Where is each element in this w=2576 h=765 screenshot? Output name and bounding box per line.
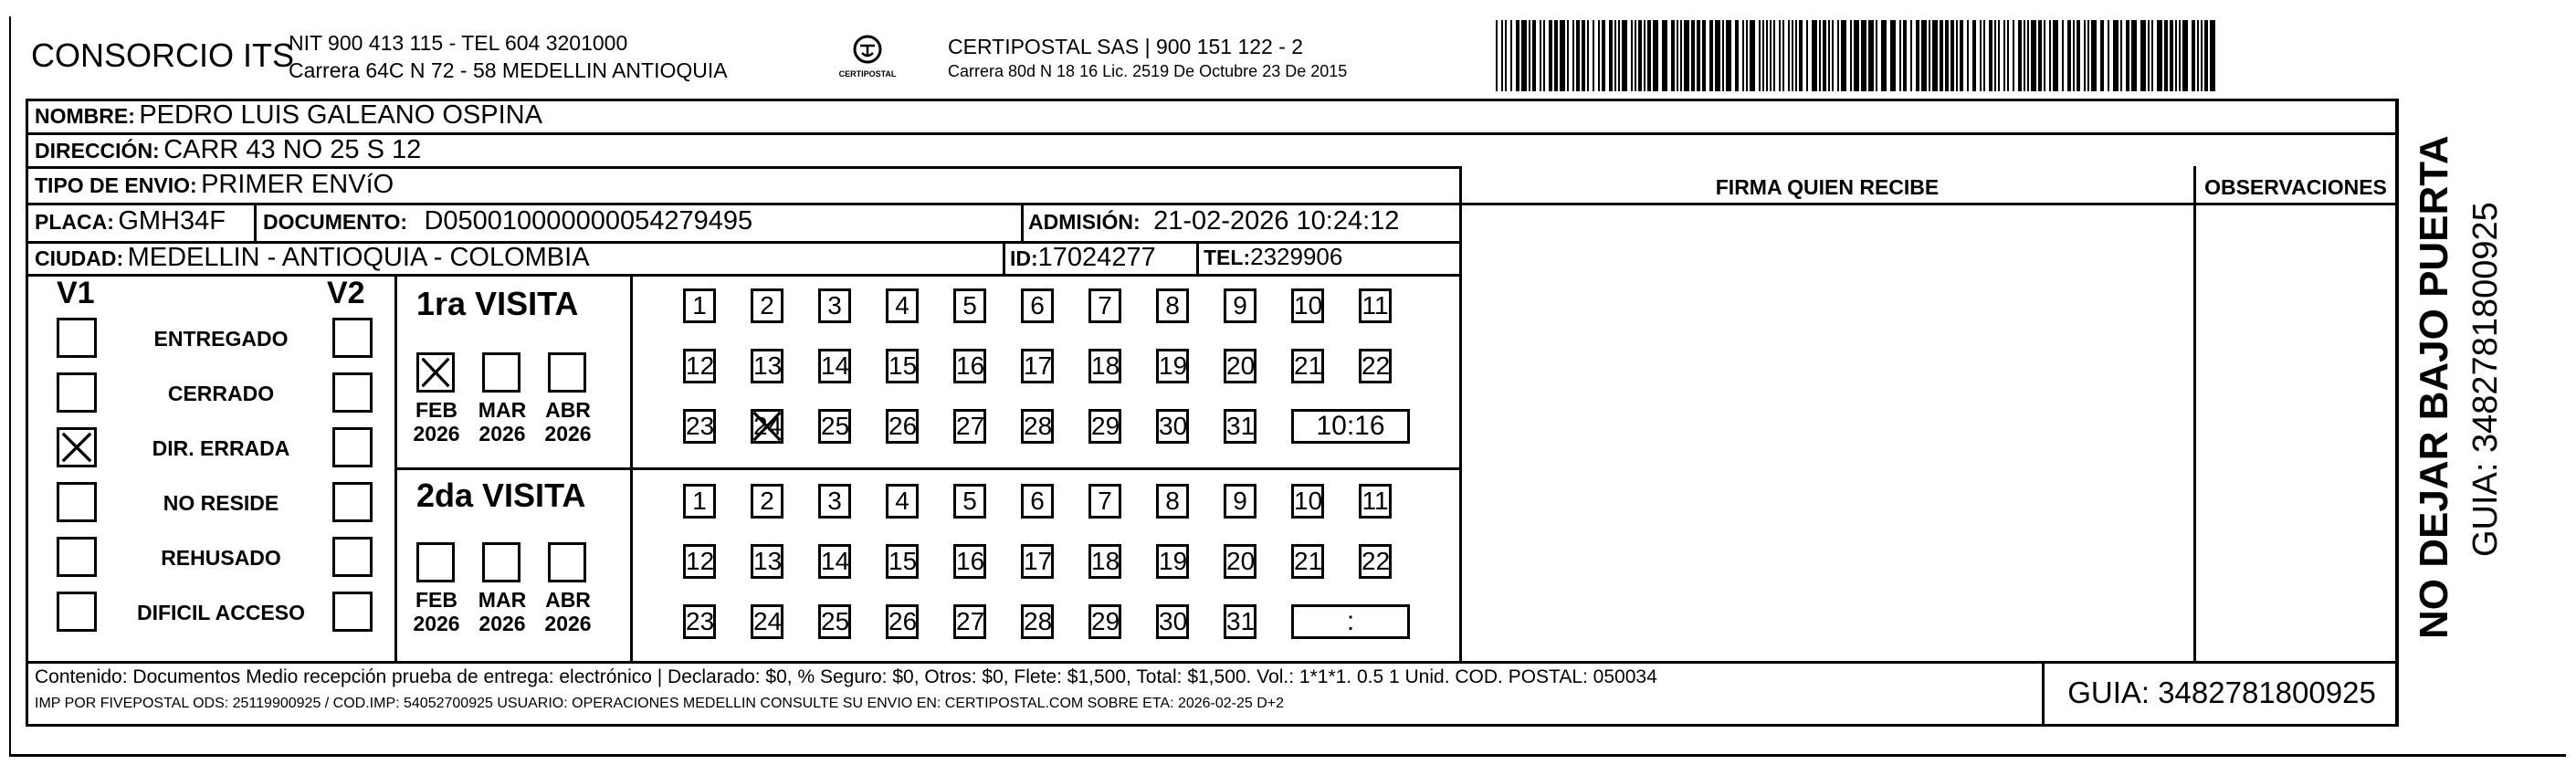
barcode-bar xyxy=(1832,20,1834,91)
barcode-bar xyxy=(1746,20,1748,91)
visit2-month-checkbox[interactable] xyxy=(416,542,455,582)
barcode-bar xyxy=(2031,20,2036,91)
barcode-bar xyxy=(1631,20,1633,91)
barcode-bar xyxy=(1861,20,1866,91)
direccion-value: CARR 43 NO 25 S 12 xyxy=(163,135,422,164)
barcode-bar xyxy=(1567,20,1569,91)
v2-checkbox[interactable] xyxy=(332,318,373,358)
barcode-bar xyxy=(1890,20,1896,91)
barcode-bar xyxy=(1618,20,1620,91)
visit2-day-box[interactable]: 11 xyxy=(1359,484,1392,519)
barcode-bar xyxy=(1921,20,1927,91)
barcode-bar xyxy=(1680,20,1682,91)
barcode-bar xyxy=(1496,20,1498,91)
barcode-bar xyxy=(1521,20,1527,91)
status-option-label: REHUSADO xyxy=(161,546,281,570)
v1-checkbox[interactable] xyxy=(57,482,97,522)
visit1-day-box[interactable]: 9 xyxy=(1224,288,1256,323)
visit1-day-box[interactable]: 26 xyxy=(886,409,919,444)
barcode-bar xyxy=(1994,20,1996,91)
v2-header: V2 xyxy=(327,276,365,310)
v2-checkbox[interactable] xyxy=(332,537,373,577)
check-mark-icon xyxy=(419,355,452,390)
placa-value: GMH34F xyxy=(118,206,226,236)
visit2-day-box[interactable]: 15 xyxy=(886,544,919,579)
visit2-day-box[interactable]: 12 xyxy=(683,544,716,579)
barcode-bar xyxy=(1653,20,1658,91)
visit2-day-box[interactable]: 26 xyxy=(886,604,919,639)
barcode-bar xyxy=(1788,20,1790,91)
visit2-day-box[interactable]: 27 xyxy=(953,604,986,639)
tel-field xyxy=(1204,243,1342,271)
v2-checkbox[interactable] xyxy=(332,482,373,522)
barcode-bar xyxy=(1671,20,1675,91)
barcode-bar xyxy=(2157,20,2162,91)
barcode-bar xyxy=(1529,20,1530,91)
visit2-day-box[interactable]: 20 xyxy=(1224,544,1256,579)
barcode-bar xyxy=(1795,20,1797,91)
documento-field xyxy=(263,206,752,236)
visit1-day-box[interactable]: 23 xyxy=(683,409,716,444)
v1-checkbox[interactable] xyxy=(57,592,97,632)
barcode-bar xyxy=(1638,20,1642,91)
barcode-bar xyxy=(1540,20,1541,91)
visit2-day-box[interactable]: 30 xyxy=(1156,604,1189,639)
barcode-bar xyxy=(1505,20,1507,91)
barcode-bar xyxy=(1554,20,1558,91)
visit1-day-box[interactable]: 17 xyxy=(1021,349,1054,383)
barcode-bar xyxy=(1837,20,1839,91)
visit2-day-box[interactable]: 29 xyxy=(1088,604,1121,639)
barcode-bar xyxy=(1998,20,2000,91)
barcode-bar xyxy=(1956,20,1958,91)
status-option-label: NO RESIDE xyxy=(163,491,279,515)
barcode-bar xyxy=(2073,20,2075,91)
visit2-day-box[interactable]: 16 xyxy=(953,544,986,579)
barcode-bar xyxy=(1697,20,1700,91)
visit2-day-box[interactable]: 2 xyxy=(751,484,783,519)
status-option-label: CERRADO xyxy=(167,382,275,405)
barcode-bar xyxy=(1782,20,1784,91)
side-warning: NO DEJAR BAJO PUERTA xyxy=(2412,135,2456,639)
visit1-month-checkbox[interactable] xyxy=(548,352,586,393)
visit1-day-box[interactable]: 13 xyxy=(751,349,783,383)
barcode-bar xyxy=(1868,20,1874,91)
barcode-bar xyxy=(1812,20,1817,91)
visit1-day-box[interactable]: 25 xyxy=(818,409,851,444)
v1-checkbox[interactable] xyxy=(57,372,97,413)
visit1-day-box[interactable]: 16 xyxy=(953,349,986,383)
visit2-month-name: ABR xyxy=(545,588,591,612)
barcode-bar xyxy=(1819,20,1821,91)
barcode-bar xyxy=(1572,20,1574,91)
visit2-day-box[interactable]: 7 xyxy=(1088,484,1121,519)
visit2-day-box[interactable]: 25 xyxy=(818,604,851,639)
barcode-bar xyxy=(1983,20,1985,91)
visit2-day-box[interactable]: 22 xyxy=(1359,544,1392,579)
visit1-month-checkbox[interactable] xyxy=(482,352,520,393)
visit2-day-box[interactable]: 17 xyxy=(1021,544,1054,579)
barcode-bar xyxy=(1929,20,1930,91)
visit1-day-box[interactable]: 11 xyxy=(1359,288,1392,323)
firma-header: FIRMA QUIEN RECIBE xyxy=(1715,175,1940,199)
visit2-title: 2da VISITA xyxy=(416,477,586,514)
barcode-bar xyxy=(1916,20,1919,91)
barcode-bar xyxy=(2007,20,2009,91)
nombre-label: NOMBRE: xyxy=(35,104,135,128)
status-option-label: DIR. ERRADA xyxy=(152,436,290,460)
visit1-month-name: MAR xyxy=(478,398,527,422)
visit1-day-box[interactable]: 6 xyxy=(1021,288,1054,323)
company-nit: NIT 900 413 115 - TEL 604 3201000 xyxy=(289,31,628,55)
ciudad-label: CIUDAD: xyxy=(35,246,124,270)
barcode xyxy=(1496,20,2219,91)
direccion-label: DIRECCIÓN: xyxy=(35,139,160,162)
barcode-bar xyxy=(1709,20,1713,91)
visit1-day-box[interactable]: 29 xyxy=(1088,409,1121,444)
barcode-bar xyxy=(1735,20,1739,91)
barcode-bar xyxy=(1750,20,1755,91)
barcode-bar xyxy=(1602,20,1605,91)
barcode-bar xyxy=(1766,20,1768,91)
barcode-bar xyxy=(2197,20,2199,91)
visit1-title: 1ra VISITA xyxy=(416,285,579,322)
nombre-row xyxy=(35,100,542,131)
documento-label: DOCUMENTO: xyxy=(263,210,408,234)
visit2-month-name: MAR xyxy=(478,588,527,612)
barcode-bar xyxy=(1910,20,1912,91)
barcode-bar xyxy=(2210,20,2215,91)
barcode-bar xyxy=(1622,20,1627,91)
barcode-bar xyxy=(2164,20,2168,91)
barcode-bar xyxy=(1828,20,1830,91)
barcode-bar xyxy=(2204,20,2208,91)
visit1-day-box[interactable]: 4 xyxy=(886,288,919,323)
courier-address: Carrera 80d N 18 16 Lic. 2519 De Octubre 23 De 2015 xyxy=(948,62,1348,80)
id-value: 17024277 xyxy=(1037,243,1156,272)
barcode-bar xyxy=(1576,20,1580,91)
visit1-month-name: FEB xyxy=(415,398,457,422)
visit1-day-box[interactable]: 24 xyxy=(751,409,783,444)
visit1-day-box[interactable]: 18 xyxy=(1088,349,1121,383)
visit1-day-box[interactable]: 19 xyxy=(1156,349,1189,383)
visit1-month-year: 2026 xyxy=(478,422,526,445)
visit1-day-box[interactable]: 14 xyxy=(818,349,851,383)
barcode-bar xyxy=(1980,20,1982,91)
v1-checkbox[interactable] xyxy=(57,427,97,467)
barcode-bar xyxy=(1598,20,1600,91)
barcode-bar xyxy=(2201,20,2203,91)
visit2-month-year: 2026 xyxy=(544,612,592,635)
barcode-bar xyxy=(1779,20,1781,91)
visit2-day-box[interactable]: 6 xyxy=(1021,484,1054,519)
visit1-time-box[interactable]: 10:16 xyxy=(1291,409,1410,444)
barcode-bar xyxy=(2091,20,2097,91)
ciudad-field xyxy=(35,243,590,273)
barcode-bar xyxy=(1770,20,1772,91)
visit2-day-box[interactable]: 18 xyxy=(1088,544,1121,579)
barcode-bar xyxy=(2087,20,2089,91)
barcode-bar xyxy=(2084,20,2086,91)
barcode-bar xyxy=(2108,20,2109,91)
check-mark-icon xyxy=(59,430,94,465)
visit2-day-box[interactable]: 24 xyxy=(751,604,783,639)
barcode-bar xyxy=(1940,20,1943,91)
barcode-bar xyxy=(2044,20,2045,91)
placa-field xyxy=(35,206,226,236)
barcode-bar xyxy=(2053,20,2058,91)
visit1-day-box[interactable]: 3 xyxy=(818,288,851,323)
barcode-bar xyxy=(1806,20,1808,91)
barcode-bar xyxy=(1762,20,1764,91)
barcode-bar xyxy=(2151,20,2153,91)
documento-value: D050010000000054279495 xyxy=(424,206,753,236)
visit2-month-checkbox[interactable] xyxy=(482,542,520,582)
barcode-bar xyxy=(1644,20,1645,91)
v1-header: V1 xyxy=(57,276,95,310)
visit1-day-box[interactable]: 27 xyxy=(953,409,986,444)
ciudad-value: MEDELLIN - ANTIOQUIA - COLOMBIA xyxy=(127,243,590,272)
barcode-bar xyxy=(1932,20,1938,91)
barcode-bar xyxy=(1950,20,1954,91)
barcode-bar xyxy=(1881,20,1887,91)
visit2-day-box[interactable]: 31 xyxy=(1224,604,1256,639)
admision-label: ADMISIÓN: xyxy=(1028,210,1141,234)
courier-name: CERTIPOSTAL SAS | 900 151 122 - 2 xyxy=(948,35,1304,58)
barcode-bar xyxy=(2126,20,2129,91)
barcode-bar xyxy=(2179,20,2181,91)
visit1-day-box[interactable]: 1 xyxy=(683,288,716,323)
visit2-day-box[interactable]: 10 xyxy=(1291,484,1324,519)
visit1-month-year: 2026 xyxy=(413,422,460,445)
barcode-bar xyxy=(2024,20,2025,91)
barcode-bar xyxy=(1960,20,1963,91)
admision-field xyxy=(1028,206,1399,236)
barcode-bar xyxy=(2182,20,2188,91)
barcode-bar xyxy=(2120,20,2122,91)
barcode-bar xyxy=(1662,20,1667,91)
barcode-bar xyxy=(1516,20,1519,91)
visit2-time-box[interactable]: : xyxy=(1291,604,1410,639)
barcode-bar xyxy=(1614,20,1616,91)
footer-guia: GUIA: 3482781800925 xyxy=(2067,676,2376,709)
barcode-bar xyxy=(1945,20,1949,91)
barcode-bar xyxy=(2049,20,2051,91)
barcode-bar xyxy=(2018,20,2022,91)
tel-value: 2329906 xyxy=(1250,243,1343,270)
certipostal-logo xyxy=(831,31,904,86)
tipo-row xyxy=(35,170,394,200)
admision-value: 21-02-2026 10:24:12 xyxy=(1153,206,1400,236)
barcode-bar xyxy=(1684,20,1689,91)
visit1-day-box[interactable]: 8 xyxy=(1156,288,1189,323)
barcode-bar xyxy=(2038,20,2042,91)
visit2-day-box[interactable]: 19 xyxy=(1156,544,1189,579)
barcode-bar xyxy=(1582,20,1585,91)
visit1-day-box[interactable]: 22 xyxy=(1359,349,1392,383)
visit2-day-box[interactable]: 8 xyxy=(1156,484,1189,519)
visit2-month-checkbox[interactable] xyxy=(548,542,586,582)
observaciones-header: OBSERVACIONES xyxy=(2204,175,2387,199)
id-label: ID: xyxy=(1010,246,1038,270)
barcode-bar xyxy=(1593,20,1594,91)
barcode-bar xyxy=(1635,20,1636,91)
visit2-day-box[interactable]: 4 xyxy=(886,484,919,519)
footer-imp: IMP POR FIVEPOSTAL ODS: 25119900925 / COD.IMP: 54052700925 USUARIO: OPERACIONES MEDELLIN CONSULTE SU ENVIO EN: CERTIPOSTAL.COM SOBRE ETA: 2026-02-25 D+2 xyxy=(35,696,1285,711)
visit1-month-year: 2026 xyxy=(544,422,592,445)
barcode-bar xyxy=(1609,20,1613,91)
visit1-day-box[interactable]: 31 xyxy=(1224,409,1256,444)
barcode-bar xyxy=(2067,20,2071,91)
visit2-day-box[interactable]: 28 xyxy=(1021,604,1054,639)
barcode-bar xyxy=(1501,20,1503,91)
barcode-bar xyxy=(1691,20,1695,91)
barcode-bar xyxy=(1841,20,1846,91)
visit1-month-name: ABR xyxy=(545,398,591,422)
company-address: Carrera 64C N 72 - 58 MEDELLIN ANTIOQUIA xyxy=(289,58,728,82)
barcode-bar xyxy=(1510,20,1512,91)
barcode-bar xyxy=(1726,20,1731,91)
check-mark-icon xyxy=(751,409,783,444)
barcode-bar xyxy=(2113,20,2119,91)
barcode-bar xyxy=(1903,20,1907,91)
barcode-bar xyxy=(1702,20,1706,91)
barcode-bar xyxy=(2013,20,2014,91)
v1-checkbox[interactable] xyxy=(57,318,97,358)
barcode-bar xyxy=(1647,20,1651,91)
visit1-day-box[interactable]: 10 xyxy=(1291,288,1324,323)
barcode-bar xyxy=(1722,20,1724,91)
v1-checkbox[interactable] xyxy=(57,537,97,577)
barcode-bar xyxy=(1742,20,1744,91)
visit1-day-box[interactable]: 20 xyxy=(1224,349,1256,383)
barcode-bar xyxy=(1587,20,1589,91)
barcode-bar xyxy=(1759,20,1761,91)
visit2-day-box[interactable]: 14 xyxy=(818,544,851,579)
barcode-bar xyxy=(1543,20,1545,91)
visit1-day-box[interactable]: 12 xyxy=(683,349,716,383)
placa-label: PLACA: xyxy=(35,210,114,234)
footer-contents: Contenido: Documentos Medio recepción prueba de entrega: electrónico | Declarado: $0, % Seguro: $0, Otros: $0, Flete: $1,500, Total: $1,500. Vol.: 1*1*1. 0.5 1 Unid. COD. POSTAL: 050034 xyxy=(35,666,1657,687)
barcode-bar xyxy=(2192,20,2195,91)
barcode-bar xyxy=(1823,20,1826,91)
status-option-label: ENTREGADO xyxy=(153,327,289,351)
v2-checkbox[interactable] xyxy=(332,372,373,413)
barcode-bar xyxy=(1876,20,1877,91)
company-name: CONSORCIO ITS xyxy=(31,37,295,74)
visit2-month-year: 2026 xyxy=(413,612,460,635)
visit2-day-box[interactable]: 21 xyxy=(1291,544,1324,579)
barcode-bar xyxy=(1532,20,1536,91)
barcode-bar xyxy=(2148,20,2150,91)
barcode-bar xyxy=(1799,20,1803,91)
barcode-bar xyxy=(2175,20,2177,91)
barcode-bar xyxy=(2062,20,2064,91)
barcode-bar xyxy=(1989,20,1992,91)
barcode-bar xyxy=(2100,20,2104,91)
visit2-day-box[interactable]: 3 xyxy=(818,484,851,519)
visit2-month-year: 2026 xyxy=(478,612,526,635)
status-option-label: DIFICIL ACCESO xyxy=(136,601,305,624)
visit1-day-box[interactable]: 5 xyxy=(953,288,986,323)
visit1-month-checkbox[interactable] xyxy=(416,352,455,393)
barcode-bar xyxy=(2140,20,2146,91)
visit2-month-name: FEB xyxy=(415,588,457,612)
barcode-bar xyxy=(1899,20,1901,91)
barcode-bar xyxy=(2027,20,2029,91)
barcode-bar xyxy=(1792,20,1793,91)
barcode-bar xyxy=(2077,20,2080,91)
visit2-day-box[interactable]: 23 xyxy=(683,604,716,639)
barcode-bar xyxy=(2170,20,2173,91)
barcode-bar xyxy=(1854,20,1859,91)
tipo-value: PRIMER ENVíO xyxy=(201,170,394,199)
visit1-day-box[interactable]: 28 xyxy=(1021,409,1054,444)
v2-checkbox[interactable] xyxy=(332,592,373,632)
barcode-bar xyxy=(2131,20,2137,91)
barcode-bar xyxy=(1715,20,1720,91)
id-field xyxy=(1010,243,1156,273)
barcode-bar xyxy=(1560,20,1565,91)
direccion-row xyxy=(35,135,421,165)
tipo-label: TIPO DE ENVIO: xyxy=(35,173,197,197)
svg-text:CERTIPOSTAL: CERTIPOSTAL xyxy=(838,69,897,79)
day-check-mark xyxy=(751,409,783,444)
barcode-bar xyxy=(1677,20,1678,91)
visit1-day-box[interactable]: 21 xyxy=(1291,349,1324,383)
side-guia: GUIA: 3482781800925 xyxy=(2466,202,2505,557)
visit2-day-box[interactable]: 13 xyxy=(751,544,783,579)
barcode-bar xyxy=(2003,20,2005,91)
barcode-bar xyxy=(1850,20,1852,91)
tel-label: TEL: xyxy=(1204,246,1251,269)
barcode-bar xyxy=(1967,20,1969,91)
barcode-bar xyxy=(1972,20,1976,91)
visit1-day-box[interactable]: 30 xyxy=(1156,409,1189,444)
nombre-value: PEDRO LUIS GALEANO OSPINA xyxy=(139,100,542,130)
visit2-day-box[interactable]: 1 xyxy=(683,484,716,519)
visit1-day-box[interactable]: 2 xyxy=(751,288,783,323)
v2-checkbox[interactable] xyxy=(332,427,373,467)
visit1-day-box[interactable]: 15 xyxy=(886,349,919,383)
barcode-bar xyxy=(1773,20,1775,91)
visit2-day-box[interactable]: 9 xyxy=(1224,484,1256,519)
visit2-day-box[interactable]: 5 xyxy=(953,484,986,519)
visit1-day-box[interactable]: 7 xyxy=(1088,288,1121,323)
barcode-bar xyxy=(1549,20,1552,91)
